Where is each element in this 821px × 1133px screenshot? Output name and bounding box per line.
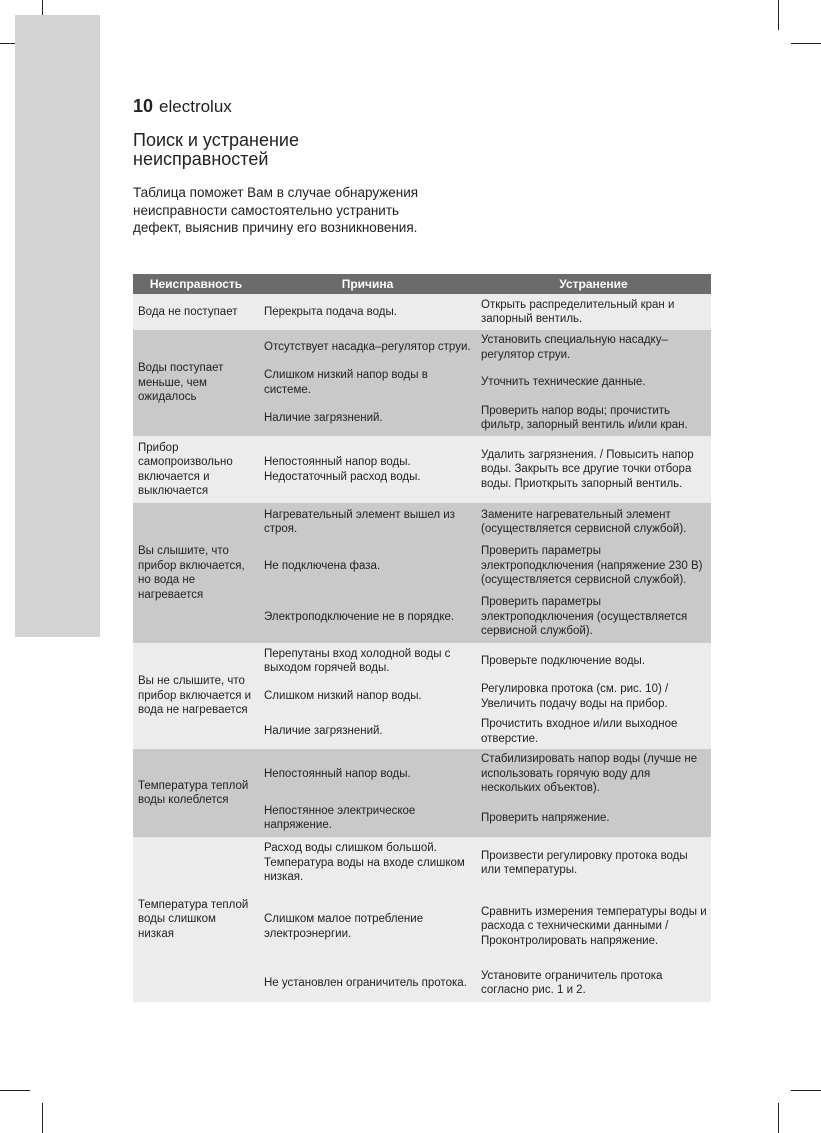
page-header: [133, 96, 232, 117]
problem-cell: Вы не слышите, что прибор включается и вода не нагревается: [133, 643, 259, 749]
table-row: [133, 503, 711, 541]
troubleshooting-table-wrap: [133, 274, 711, 1002]
fix-cell: Сравнить измерения температуры воды и расхода с техническими данными / Проконтролировать напряжение.: [476, 889, 711, 964]
table-row: [133, 749, 711, 799]
intro-text: Таблица поможет Вам в случае обнаружения неисправности самостоятельно устранить дефект, выяснив причину его возникновения.: [133, 185, 419, 235]
problem-cell: Воды поступает меньше, чем ожидалось: [133, 330, 259, 436]
problem-cell: Вы слышите, что прибор включается, но вода не нагревается: [133, 503, 259, 643]
table-row: [133, 330, 711, 365]
crop-mark: [791, 43, 821, 44]
header-cause: Причина: [259, 274, 476, 294]
cause-cell: Непостоянный напор воды.: [259, 749, 476, 799]
table-header-row: [133, 274, 711, 294]
section-title: Поиск и устранение неисправностей: [133, 130, 299, 169]
cause-cell: Не установлен ограничитель протока.: [259, 964, 476, 1002]
fix-cell: Уточнить технические данные.: [476, 365, 711, 400]
problem-cell: Температура теплой воды колеблется: [133, 749, 259, 837]
fix-cell: Стабилизировать напор воды (лучше не использовать горячую воду для нескольких объектов).: [476, 749, 711, 799]
cause-cell: Электроподключение не в порядке.: [259, 591, 476, 643]
cause-cell: Отсутствует насадка–регулятор струи.: [259, 330, 476, 365]
side-tab: [15, 15, 100, 637]
cause-cell: Не подключена фаза.: [259, 541, 476, 591]
cause-cell: Перепутаны вход холодной воды с выходом горячей воды.: [259, 643, 476, 679]
page-number: 10: [133, 96, 154, 116]
fix-cell: Установите ограничитель протока согласно рис. 1 и 2.: [476, 964, 711, 1002]
cause-cell: Слишком низкий напор воды.: [259, 679, 476, 714]
cause-cell: Наличие загрязнений.: [259, 714, 476, 749]
fix-cell: Проверьте подключение воды.: [476, 643, 711, 679]
brand-name: electrolux: [159, 97, 232, 116]
cause-cell: Слишком малое потребление электроэнергии.: [259, 889, 476, 964]
fix-cell: Проверить напряжение.: [476, 799, 711, 837]
table-body: [133, 294, 711, 1002]
fix-cell: Регулировка протока (см. рис. 10) / Увеличить подачу воды на прибор.: [476, 679, 711, 714]
crop-mark: [42, 1103, 43, 1133]
cause-cell: Наличие загрязнений.: [259, 400, 476, 436]
fix-cell: Проверить напор воды; прочистить фильтр, запорный вентиль и/или кран.: [476, 400, 711, 436]
header-fix: Устранение: [476, 274, 711, 294]
cause-cell: Слишком низкий напор воды в системе.: [259, 365, 476, 400]
table-row: [133, 837, 711, 889]
fix-cell: Замените нагревательный элемент (осуществляется сервисной службой).: [476, 503, 711, 541]
crop-mark: [0, 1090, 30, 1091]
table-row: [133, 294, 711, 330]
problem-cell: Прибор самопроизвольно включается и выключается: [133, 436, 259, 503]
cause-cell: Расход воды слишком большой. Температура воды на входе слишком низкая.: [259, 837, 476, 889]
cause-cell: Нагревательный элемент вышел из строя.: [259, 503, 476, 541]
cause-cell: Непостоянный напор воды. Недостаточный расход воды.: [259, 436, 476, 503]
fix-cell: Произвести регулировку протока воды или температуры.: [476, 837, 711, 889]
crop-mark: [778, 1103, 779, 1133]
cause-cell: Перекрыта подача воды.: [259, 294, 476, 330]
fix-cell: Открыть распределительный кран и запорный вентиль.: [476, 294, 711, 330]
fix-cell: Установить специальную насадку–регулятор струи.: [476, 330, 711, 365]
problem-cell: Температура теплой воды слишком низкая: [133, 837, 259, 1002]
problem-cell: Вода не поступает: [133, 294, 259, 330]
fix-cell: Проверить параметры электроподключения (осуществляется сервисной службой).: [476, 591, 711, 643]
fix-cell: Прочистить входное и/или выходное отверстие.: [476, 714, 711, 749]
crop-mark: [791, 1090, 821, 1091]
troubleshooting-table: [133, 274, 711, 1002]
table-row: [133, 643, 711, 679]
fix-cell: Проверить параметры электроподключения (напряжение 230 В) (осуществляется сервисной службой).: [476, 541, 711, 591]
table-row: [133, 436, 711, 503]
cause-cell: Непостянное электрическое напряжение.: [259, 799, 476, 837]
fix-cell: Удалить загрязнения. / Повысить напор воды. Закрыть все другие точки отбора воды. Приоткрыть запорный вентиль.: [476, 436, 711, 503]
crop-mark: [778, 0, 779, 30]
header-problem: Неисправность: [133, 274, 259, 294]
